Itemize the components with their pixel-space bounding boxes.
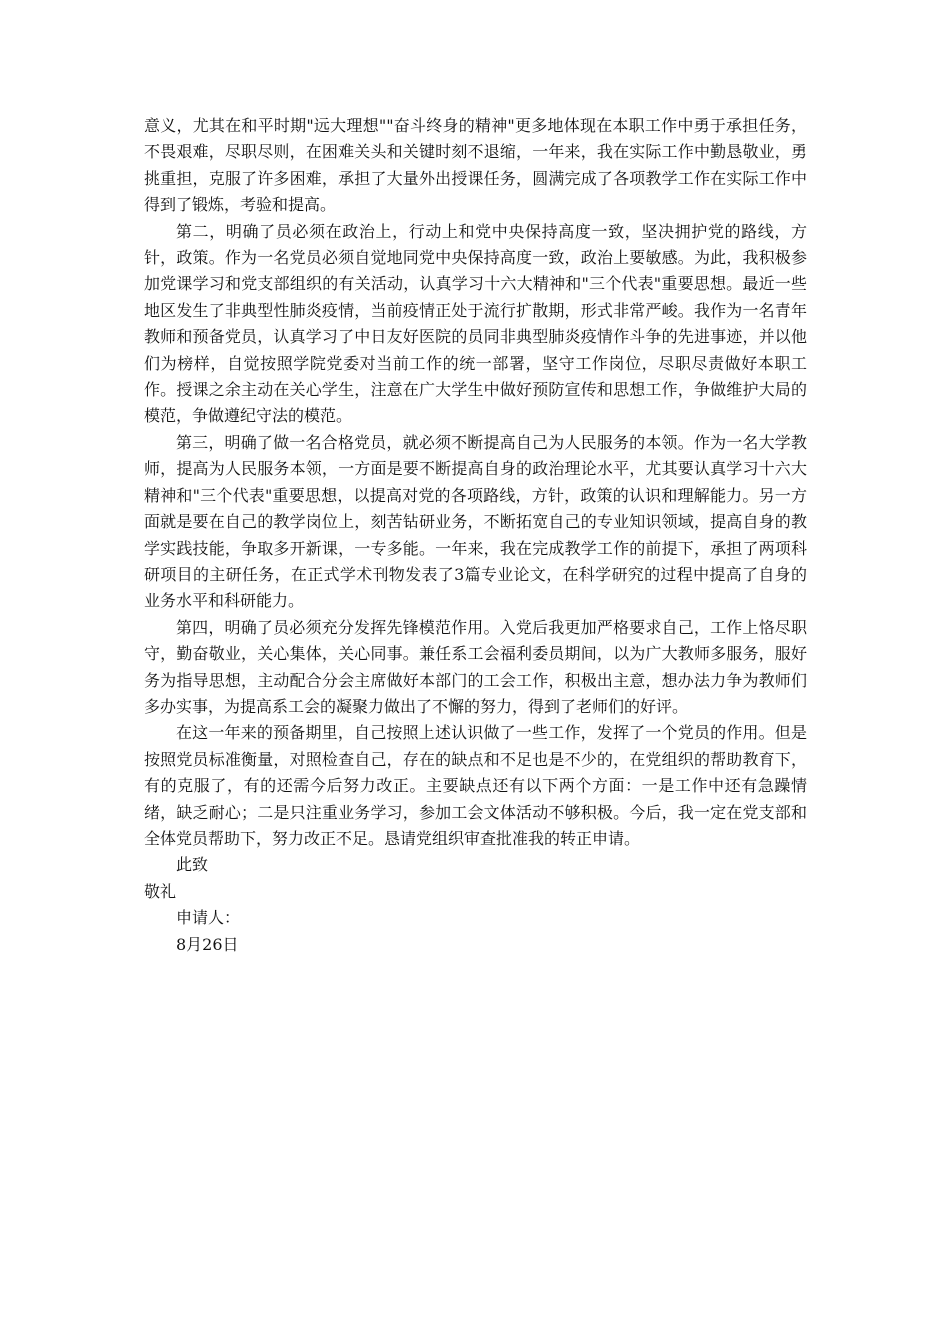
paragraph-fourth-point: 第四，明确了员必须充分发挥先锋模范作用。入党后我更加严格要求自己，工作上恪尽职守，勤奋敬业，关心集体，关心同事。兼任系工会福利委员期间，以为广大教师多服务，服好务为指导思想，主动配合分会主席做好本部门的工会工作，积极出主意，想办法力争为教师们多办实事，为提高系工会的凝聚力做出了不懈的努力，得到了老师们的好评。 — [144, 617, 807, 716]
closing-line: 此致 — [176, 855, 209, 875]
paragraph-summary: 在这一年来的预备期里，自己按照上述认识做了一些工作，发挥了一个党员的作用。但是按照党员标准衡量，对照检查自己，存在的缺点和不足也是不少的，在党组织的帮助教育下，有的克服了，有的还需今后努力改正。主要缺点还有以下两个方面：一是工作中还有急躁情绪，缺乏耐心；二是只注重业务学习，参加工会文体活动不够积极。今后，我一定在党支部和全体党员帮助下，努力改正不足。恳请党组织审查批准我的转正申请。 — [144, 723, 807, 848]
document-body — [144, 113, 807, 958]
applicant-label: 申请人： — [176, 908, 241, 928]
salutation-line: 敬礼 — [144, 881, 177, 901]
date-line: 8月26日 — [176, 934, 239, 954]
paragraph-third-point: 第三，明确了做一名合格党员，就必须不断提高自己为人民服务的本领。作为一名大学教师，提高为人民服务本领，一方面是要不断提高自身的政治理论水平，尤其要认真学习十六大精神和"三个代表"重要思想，以提高对党的各项路线，方针，政策的认识和理解能力。另一方面就是要在自己的教学岗位上，刻苦钻研业务，不断拓宽自己的专业知识领域，提高自身的教学实践技能，争取多开新课，一专多能。一年来，我在完成教学工作的前提下，承担了两项科研项目的主研任务，在正式学术刊物发表了3篇专业论文，在科学研究的过程中提高了自身的业务水平和科研能力。 — [144, 432, 807, 611]
paragraph-second-point: 第二，明确了员必须在政治上，行动上和党中央保持高度一致，坚决拥护党的路线，方针，政策。作为一名党员必须自觉地同党中央保持高度一致，政治上要敏感。为此，我积极参加党课学习和党支部组织的有关活动，认真学习十六大精神和"三个代表"重要思想。最近一些地区发生了非典型性肺炎疫情，当前疫情正处于流行扩散期，形式非常严峻。我作为一名青年教师和预备党员，认真学习了中日友好医院的员同非典型肺炎疫情作斗争的先进事迹，并以他们为榜样，自觉按照学院党委对当前工作的统一部署，坚守工作岗位，尽职尽责做好本职工作。授课之余主动在关心学生，注意在广大学生中做好预防宣传和思想工作，争做维护大局的模范，争做遵纪守法的模范。 — [144, 221, 807, 426]
paragraph-intro-continuation: 意义，尤其在和平时期"远大理想""奋斗终身的精神"更多地体现在本职工作中勇于承担任务，不畏艰难，尽职尽则，在困难关头和关键时刻不退缩，一年来，我在实际工作中勤恳敬业，勇挑重担，克服了许多困难，承担了大量外出授课任务，圆满完成了各项教学工作在实际工作中得到了锻炼，考验和提高。 — [144, 116, 807, 215]
